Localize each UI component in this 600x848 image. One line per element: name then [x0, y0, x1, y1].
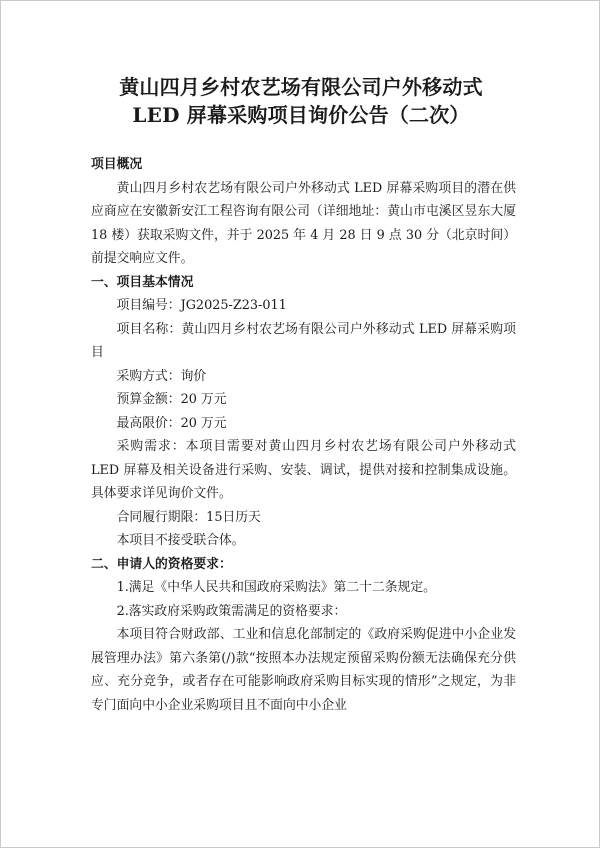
title-line-1: 黄山四月乡村农艺场有限公司户外移动式: [119, 75, 483, 99]
overview-heading: 项目概况: [91, 157, 143, 172]
section-basic-info-heading: 一、项目基本情况: [91, 274, 194, 290]
overview-paragraph: 黄山四月乡村农艺场有限公司户外移动式 LED 屏幕采购项目的潜在供应商应在安徽新安江工程咨询有限公司（详细地址：黄山市屯溪区昱东大厦 18 楼）获取采购文件，并于 2025 年 4 月 28 日 9 点 30 分（北京时间）前提交响应文件。: [91, 180, 516, 266]
procurement-method: 采购方式：询价: [116, 368, 207, 384]
section-qualification-heading: 二、申请人的资格要求：: [91, 556, 232, 572]
project-name: 项目名称：黄山四月乡村农艺场有限公司户外移动式 LED 屏幕采购项目: [91, 321, 516, 360]
max-price: 最高限价：20 万元: [116, 415, 227, 431]
consortium-note: 本项目不接受联合体。: [116, 533, 245, 548]
budget-amount: 预算金额：20 万元: [116, 392, 227, 407]
title-line-2: LED 屏幕采购项目询价公告（二次）: [132, 103, 470, 127]
qualification-item-2: 2.落实政府采购政策需满足的资格要求：: [116, 603, 347, 619]
procurement-requirement: 采购需求：本项目需要对黄山四月乡村农艺场有限公司户外移动式 LED 屏幕及相关设备进行采购、安装、调试，提供对接和控制集成设施。具体要求详见询价文件。: [91, 439, 516, 501]
document-title: [1, 73, 600, 129]
project-number: 项目编号：JG2025-Z23-011: [116, 298, 287, 313]
document-body: [91, 153, 516, 717]
contract-period: 合同履行期限：15日历天: [116, 509, 261, 525]
qualification-item-1: 1.满足《中华人民共和国政府采购法》第二十二条规定。: [116, 580, 436, 595]
qualification-item-2-text: 本项目符合财政部、工业和信息化部制定的《政府采购促进中小企业发展管理办法》第六条第(/)款“按照本办法规定预留采购份额无法确保充分供应、充分竞争，或者存在可能影响政府采购目标实现的情形”之规定，为非专门面向中小企业采购项目且不面向中小企业: [91, 627, 516, 713]
